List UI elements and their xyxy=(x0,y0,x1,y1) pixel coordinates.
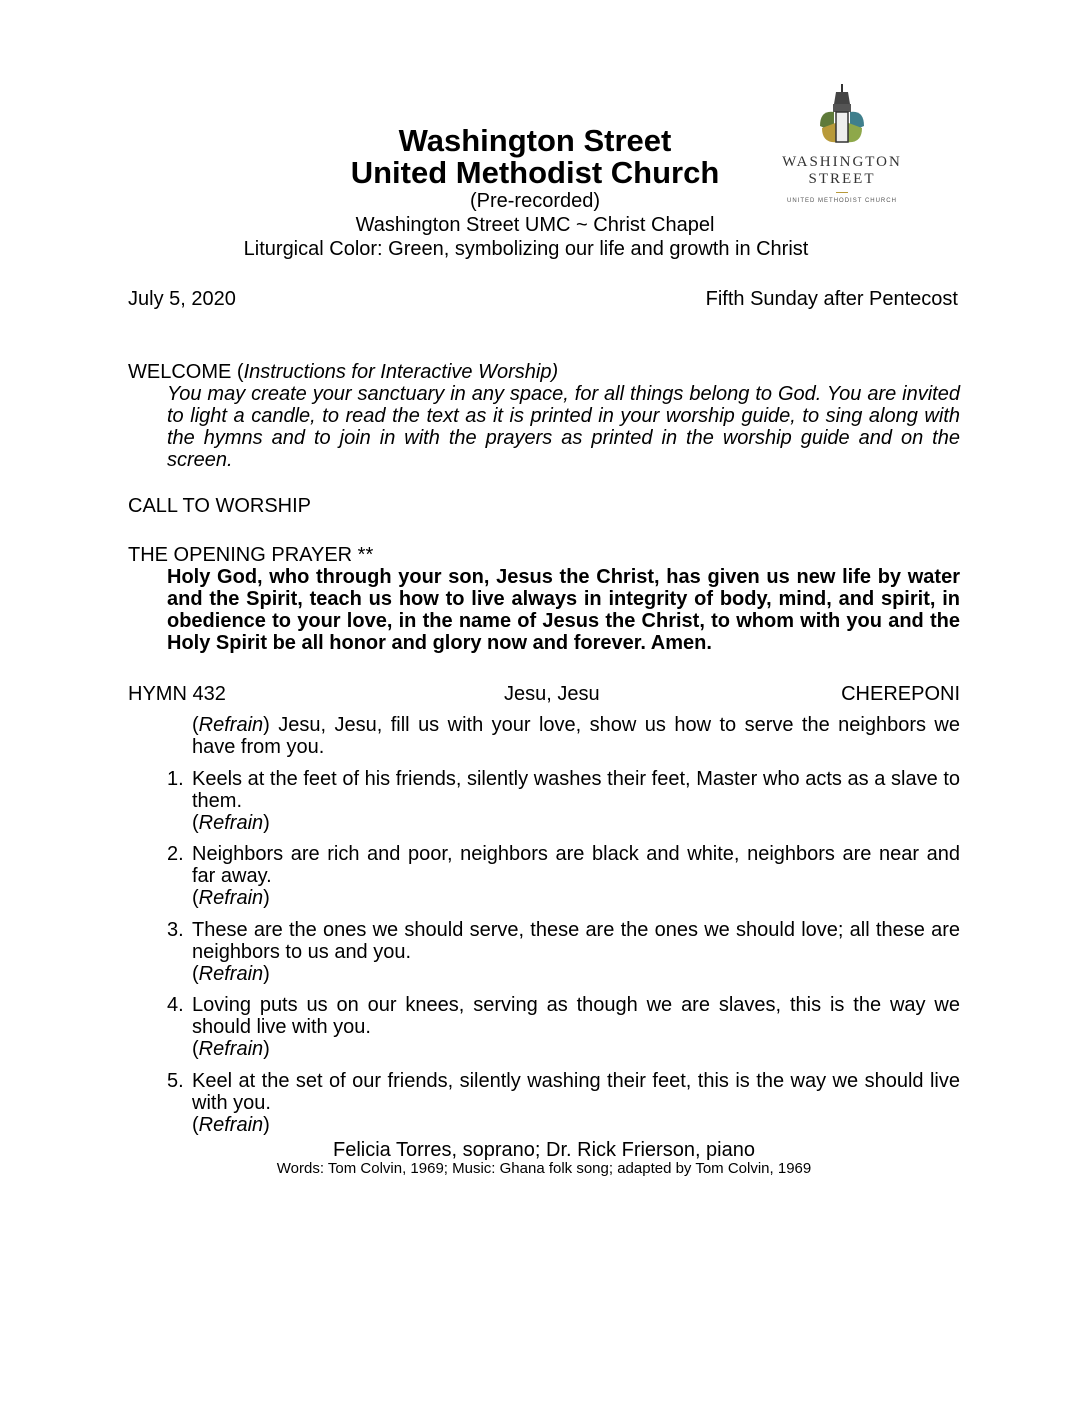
hymn-refrain: (Refrain) Jesu, Jesu, fill us with your love, show us how to serve the neighbors we have from you. xyxy=(192,714,960,758)
liturgical-occasion: Fifth Sunday after Pentecost xyxy=(705,288,958,310)
service-date: July 5, 2020 xyxy=(128,288,236,310)
hymn-verse-1: 1. Keels at the feet of his friends, silently washes their feet, Master who acts as a slave to them. (Refrain) xyxy=(167,768,960,834)
date-row xyxy=(128,287,958,311)
opening-prayer-heading: THE OPENING PRAYER ** xyxy=(128,544,374,566)
hymn-tune: CHEREPONI xyxy=(841,683,960,705)
hymn-credits: Words: Tom Colvin, 1969; Music: Ghana folk song; adapted by Tom Colvin, 1969 xyxy=(276,1160,812,1177)
church-logo xyxy=(772,82,912,212)
logo-tagline: UNITED METHODIST CHURCH xyxy=(787,198,897,204)
recording-note: (Pre-recorded) xyxy=(469,190,601,212)
call-to-worship-heading: CALL TO WORSHIP xyxy=(128,495,312,517)
welcome-heading: WELCOME (Instructions for Interactive Worship) xyxy=(128,361,559,383)
hymn-verse-3: 3. These are the ones we should serve, these are the ones we should love; all these are neighbors to us and you. (Refrain) xyxy=(167,919,960,985)
hymn-verse-2: 2. Neighbors are rich and poor, neighbors are black and white, neighbors are near and far away. (Refrain) xyxy=(167,843,960,909)
church-name-line1: Washington Street xyxy=(398,123,672,158)
hymn-performers: Felicia Torres, soprano; Dr. Rick Frierson, piano xyxy=(332,1139,755,1161)
logo-divider xyxy=(836,192,848,193)
logo-name-line2: STREET xyxy=(808,171,876,187)
hymn-verse-5: 5. Keel at the set of our friends, silently washing their feet, this is the way we should live with you. (Refrain) xyxy=(167,1070,960,1136)
hymn-number: HYMN 432 xyxy=(128,683,226,705)
hymn-verse-4: 4. Loving puts us on our knees, serving as though we are slaves, this is the way we should live with you. (Refrain) xyxy=(167,994,960,1060)
liturgical-color: Liturgical Color: Green, symbolizing our life and growth in Christ xyxy=(243,238,809,260)
hymn-title: Jesu, Jesu xyxy=(504,683,600,705)
opening-prayer-text: Holy God, who through your son, Jesus the Christ, has given us new life by water and the Spirit, teach us how to live always in integrity of body, mind, and spirit, in obedience to your love, in the name of Jesus the Christ, to whom with you and the Holy Spirit be all honor and glory now and forever. Amen. xyxy=(167,566,960,654)
location: Washington Street UMC ~ Christ Chapel xyxy=(355,214,715,236)
welcome-instructions: You may create your sanctuary in any space, for all things belong to God. You are invited to light a candle, to read the text as it is printed in your worship guide, to sing along with the hymns and to join in with the prayers as printed in the worship guide and on the screen. xyxy=(167,383,960,471)
church-name-line2: United Methodist Church xyxy=(350,155,720,190)
logo-name-line1: WASHINGTON xyxy=(782,154,902,170)
